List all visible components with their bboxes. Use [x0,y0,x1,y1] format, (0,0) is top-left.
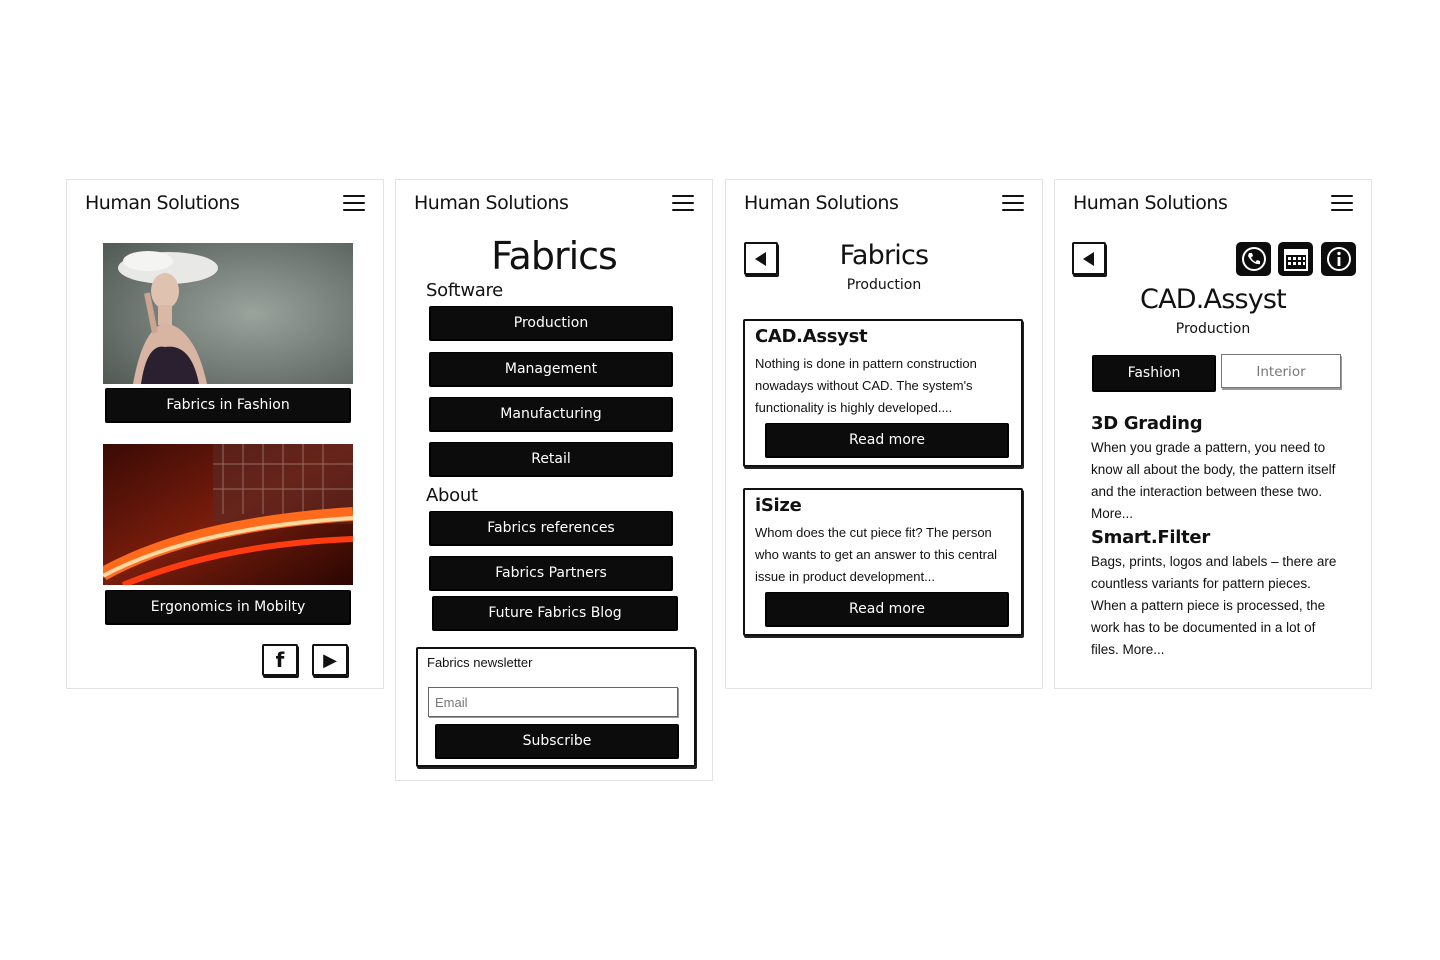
info-icon[interactable] [1321,242,1356,276]
page-title: CAD.Assyst [1140,284,1286,315]
feature-text-smart-filter: Bags, prints, logos and labels – there are countless variants for pattern pieces. When a pattern piece is processed, the work has to be documented in a lot of files. More... [1091,554,1337,657]
hamburger-menu-icon[interactable] [1002,195,1024,212]
calendar-icon[interactable] [1278,242,1313,276]
newsletter-title: Fabrics newsletter [427,655,533,670]
menu-item-retail[interactable]: Retail [429,443,673,475]
tab-interior[interactable]: Interior [1221,354,1341,388]
newsletter-box [416,647,696,767]
feature-text-3d-grading: When you grade a pattern, you need to know all about the body, the pattern itself and the interaction between these two. More... [1091,440,1336,521]
software-section-label: Software [426,280,503,301]
page-title: Fabrics [839,240,929,271]
card-description: Whom does the cut piece fit? The person who wants to get an answer to this central issue in product development... [755,525,998,584]
menu-item-manufacturing[interactable]: Manufacturing [429,398,673,430]
feature-title-smart-filter: Smart.Filter [1091,527,1210,548]
screen-home [66,179,384,689]
menu-item-future-fabrics-blog[interactable]: Future Fabrics Blog [432,597,678,629]
tab-fashion[interactable]: Fashion [1092,356,1216,390]
app-title: Human Solutions [744,192,899,214]
subscribe-button[interactable]: Subscribe [435,725,679,757]
page-subtitle: Production [1175,321,1251,337]
hamburger-menu-icon[interactable] [672,195,694,212]
read-more-button[interactable]: Read more [765,424,1009,456]
phone-icon[interactable] [1236,242,1271,276]
app-title: Human Solutions [85,192,240,214]
app-title: Human Solutions [1073,192,1228,214]
menu-item-management[interactable]: Management [429,353,673,385]
hamburger-menu-icon[interactable] [343,195,365,212]
screen-product-detail [1054,179,1372,689]
menu-item-production[interactable]: Production [429,307,673,339]
screen-fabrics-menu [395,179,713,781]
card-title: iSize [755,495,802,516]
card-title: CAD.Assyst [755,326,868,347]
app-title: Human Solutions [414,192,569,214]
card-description: Nothing is done in pattern construction nowadays without CAD. The system's functionality is highly developed.... [755,356,977,415]
fashion-photo[interactable] [103,243,353,384]
email-input[interactable] [428,687,678,717]
hamburger-menu-icon[interactable] [1331,195,1353,212]
menu-item-fabrics-partners[interactable]: Fabrics Partners [429,557,673,589]
back-arrow-icon[interactable] [1072,242,1106,275]
about-section-label: About [426,485,478,506]
facebook-icon[interactable]: f [262,644,298,676]
product-card-isize [743,488,1023,636]
feature-title-3d-grading: 3D Grading [1091,413,1203,434]
page-title: Fabrics [491,234,617,278]
menu-item-fabrics-references[interactable]: Fabrics references [429,512,673,544]
mobility-photo[interactable] [103,444,353,585]
fabrics-in-fashion-button[interactable]: Fabrics in Fashion [105,389,351,421]
product-card-cad-assyst [743,319,1023,467]
page-subtitle: Production [846,277,922,293]
ergonomics-in-mobility-button[interactable]: Ergonomics in Mobilty [105,591,351,623]
screen-production-list [725,179,1043,689]
video-play-icon[interactable]: ▶ [312,644,348,676]
read-more-button[interactable]: Read more [765,593,1009,625]
